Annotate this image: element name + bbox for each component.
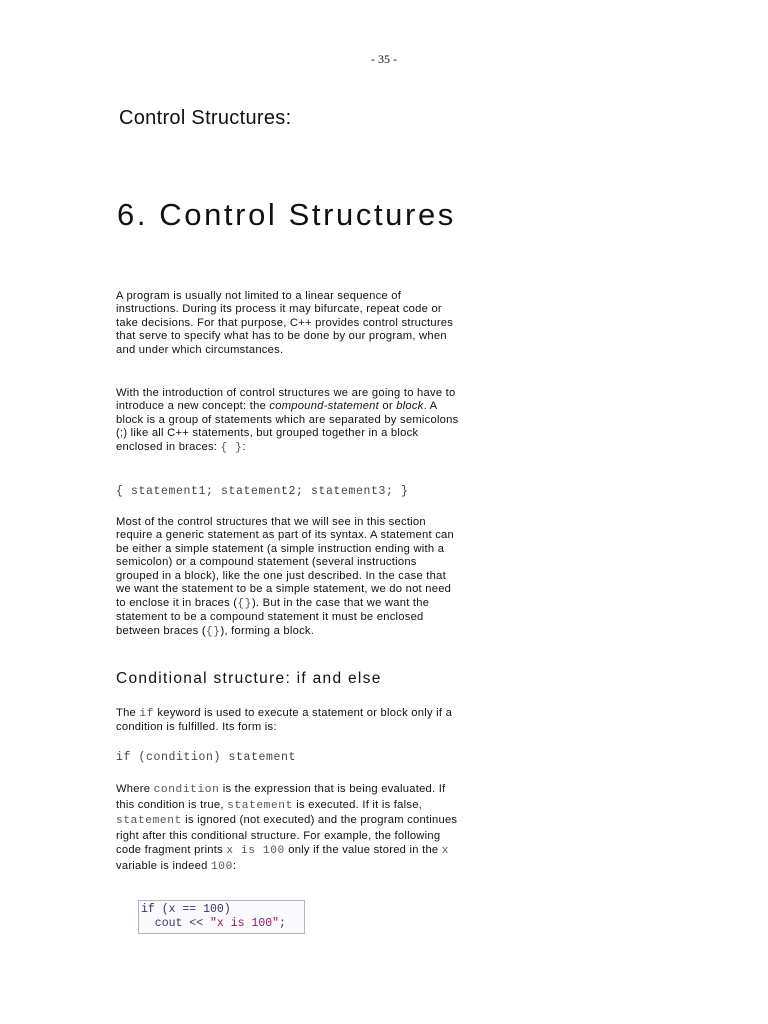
term-block: block (396, 400, 424, 413)
page-number: - 35 - (371, 52, 397, 66)
block-example-code: { statement1; statement2; statement3; } (116, 485, 409, 498)
text-segment: . A block is a group of statements which are separated by semicolons (;) like all C++ statements, but grouped together in a block enclosed in braces: (116, 400, 459, 453)
text-segment: variable is indeed (116, 859, 211, 872)
inline-code-output: x is 100 (226, 845, 285, 858)
term-compound-statement: compound-statement (269, 400, 380, 413)
inline-code-variable: x (441, 845, 450, 858)
inline-code-statement: statement (116, 815, 182, 828)
statement-paragraph (116, 516, 461, 639)
code-example-box (138, 900, 305, 934)
code-text: ; (279, 917, 286, 930)
inline-code-braces: {} (205, 625, 221, 638)
inline-code-value: 100 (210, 860, 233, 873)
text-segment: or (379, 400, 397, 413)
if-keyword-paragraph (116, 707, 461, 735)
text-segment: keyword is used to execute a statement or block only if a condition is fulfilled. Its form is: (116, 707, 453, 734)
inline-code-statement: statement (227, 799, 293, 812)
inline-code-if: if (139, 708, 155, 720)
text-segment: With the introduction of control structures we are going to have to introduce a new concept: the (116, 387, 456, 413)
text-segment: ). But in the case that we want the statement to be a compound statement it must be enclosed between braces ( (116, 596, 430, 637)
chapter-title: 6. Control Structures (117, 197, 456, 232)
text-segment: is executed. If it is false, (292, 798, 423, 811)
text-segment: The (116, 707, 140, 719)
inline-code-braces: { } (220, 441, 243, 454)
intro-paragraph: A program is usually not limited to a linear sequence of instructions. During its process it may bifurcate, repeat code or take decisions. For that purpose, C++ provides control structures that serve to specify what has to be done by our program, when and under which circumstances. (116, 290, 454, 356)
code-string: "x is 100" (210, 917, 280, 930)
block-concept-paragraph (116, 387, 461, 455)
inline-code-braces: {} (237, 597, 252, 610)
text-segment: only if the value stored in the (284, 844, 442, 857)
code-line (141, 917, 286, 930)
code-line: if (x == 100) (141, 903, 231, 916)
inline-code-condition: condition (153, 784, 220, 796)
running-header: Control Structures: (119, 107, 292, 129)
text-segment: is ignored (not executed) and the program continues right after this conditional structure. For example, the following code fragment prints (116, 814, 458, 857)
text-segment: : (242, 440, 246, 453)
text-segment: : (232, 859, 237, 872)
if-form-code: if (condition) statement (116, 751, 297, 764)
condition-paragraph (116, 782, 461, 875)
text-segment: is the expression that is being evaluated. If this condition is true, (116, 783, 446, 811)
code-text: cout << (141, 917, 211, 930)
section-heading: Conditional structure: if and else (116, 670, 382, 687)
text-segment: ), forming a block. (220, 624, 315, 637)
text-segment: Most of the control structures that we will see in this section require a generic statement as part of its syntax. A statement can be either a simple statement (a simple instruction ending with a semicolon) or a compound statement (several instructions grouped in a block), like the one just described. In the case that we want the statement to be a simple statement, we do not need to enclose it in braces ( (116, 516, 454, 609)
text-segment: Where (116, 783, 154, 795)
